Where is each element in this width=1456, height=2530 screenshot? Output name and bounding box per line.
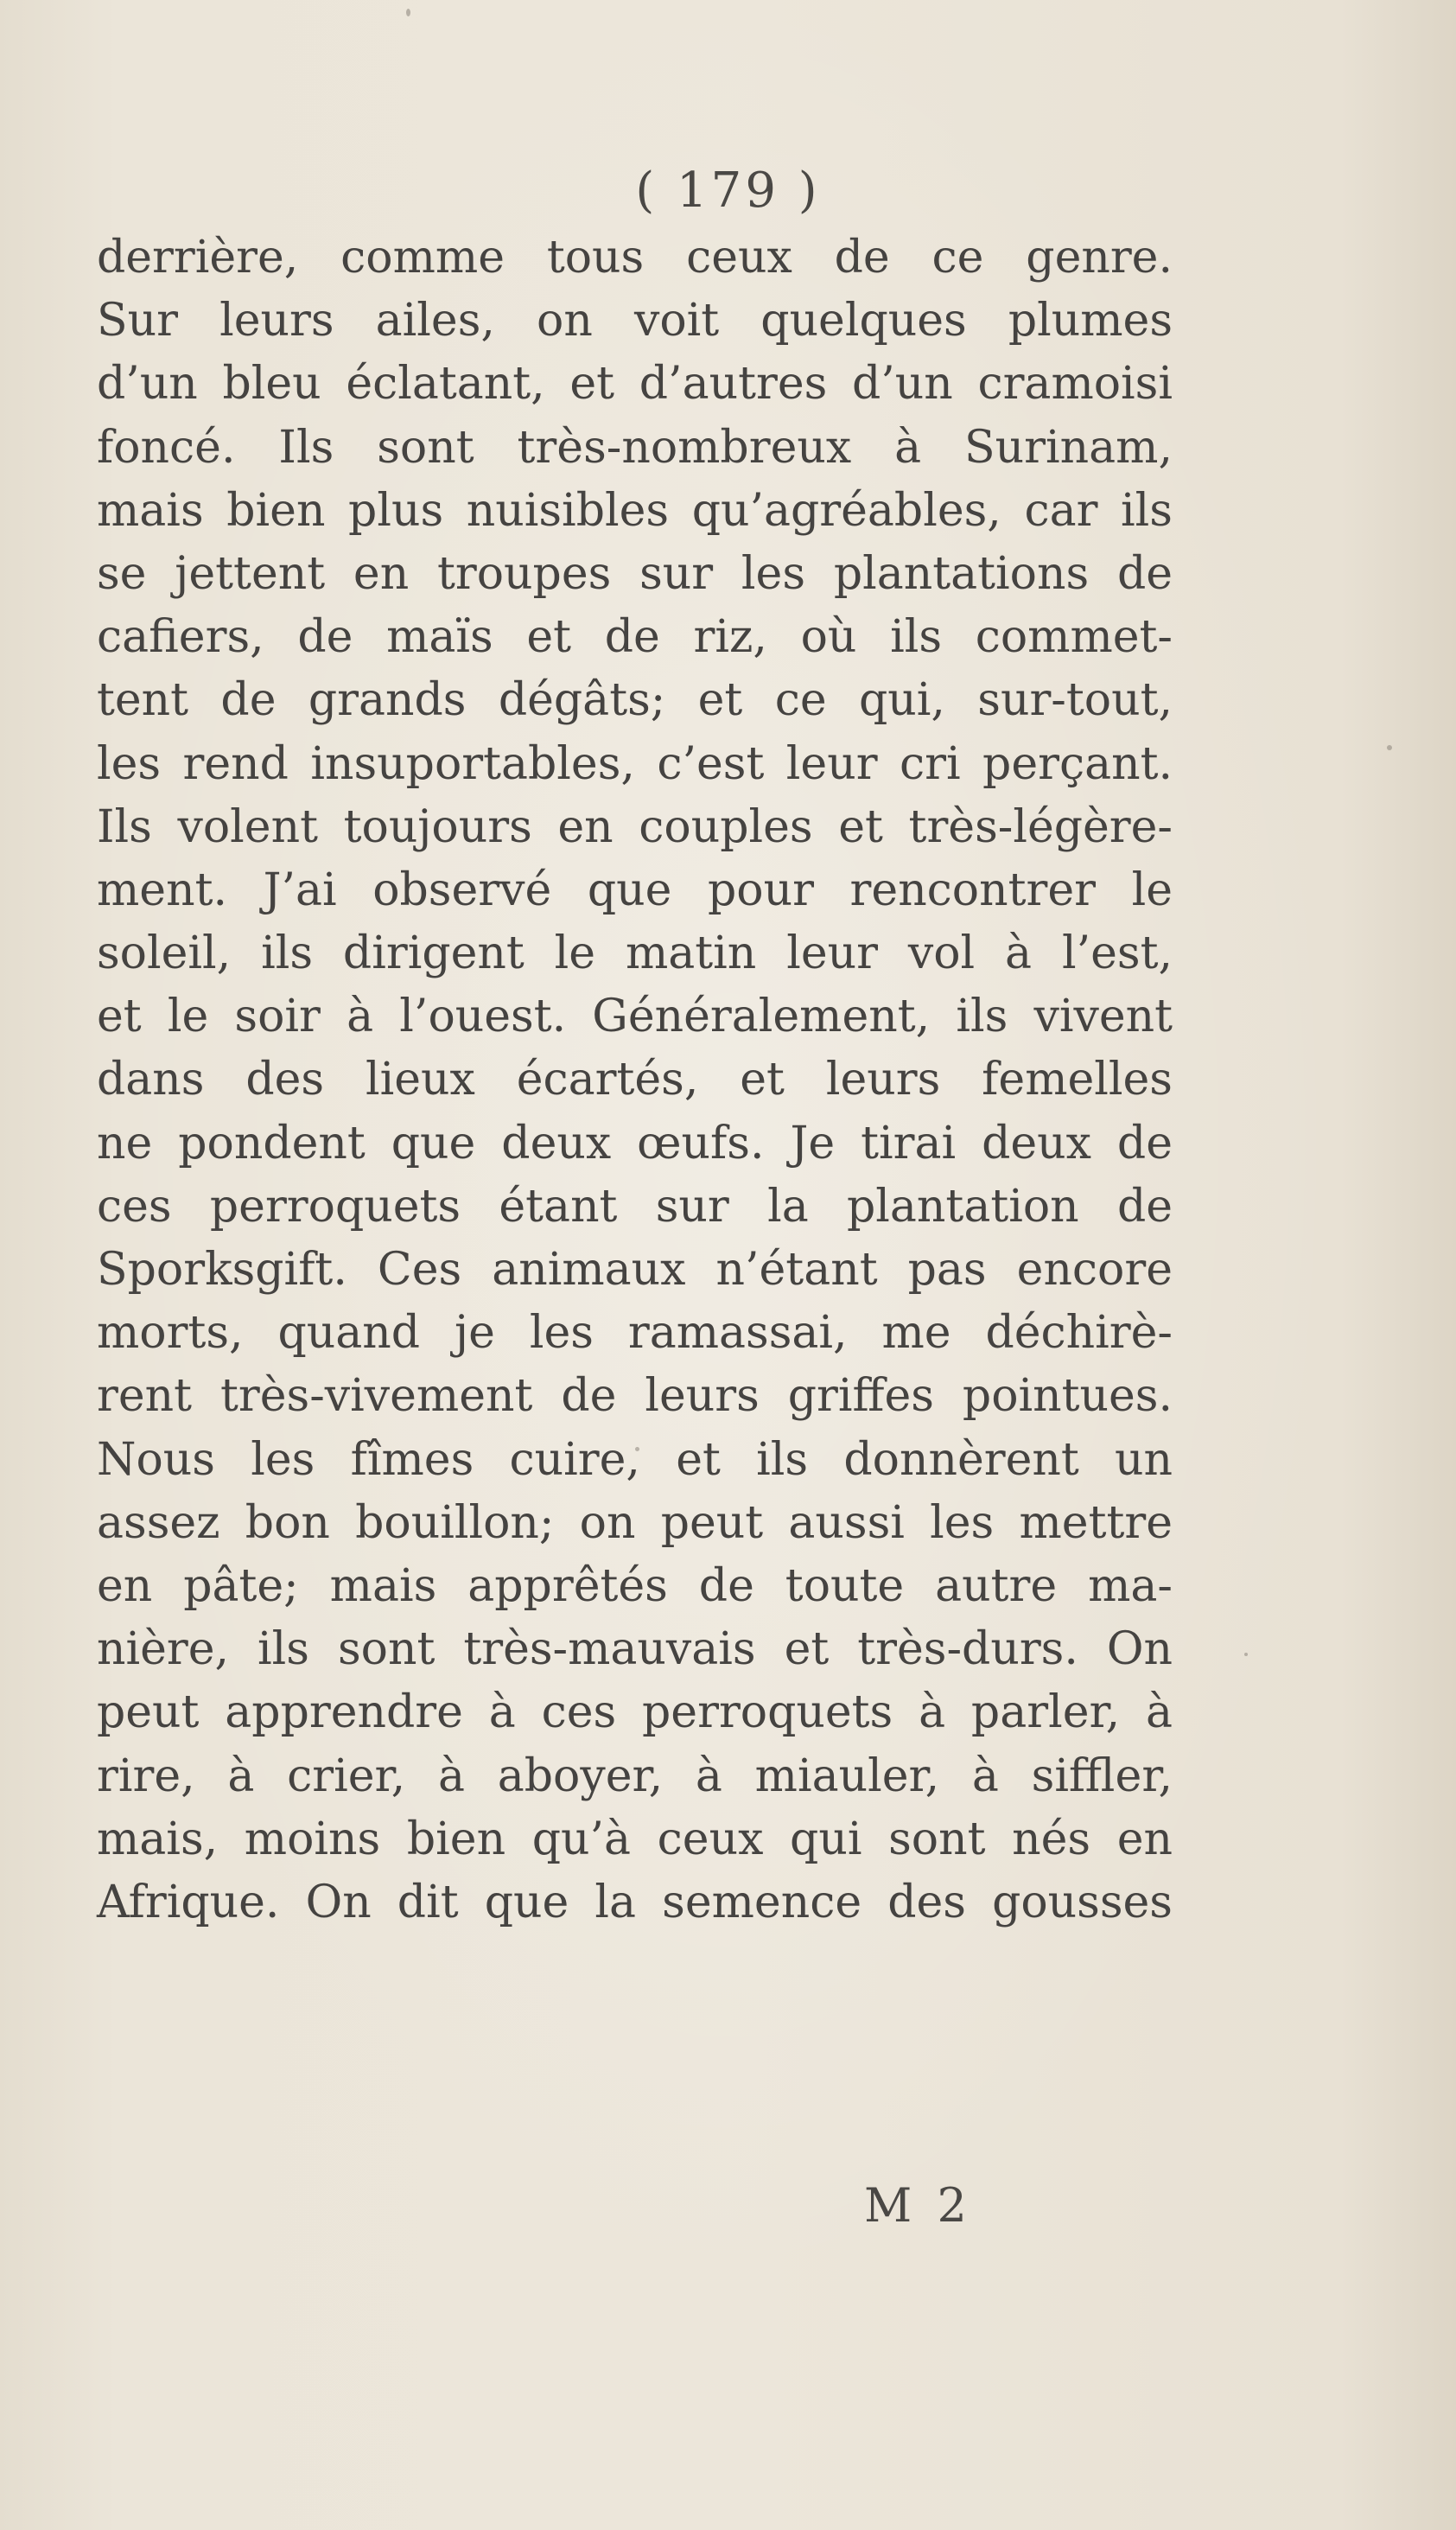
text-line: nière, ils sont très-mauvais et très-durs. On (97, 1623, 1173, 1676)
text-line: rent très-vivement de leurs griffes pointues. (97, 1370, 1173, 1423)
text-line: en pâte; mais apprêtés de toute autre ma- (97, 1559, 1173, 1612)
text-line: Afrique. On dit que la semence des gousses (97, 1876, 1173, 1928)
text-line: assez bon bouillon; on peut aussi les mettre (97, 1496, 1173, 1549)
text-line: mais bien plus nuisibles qu’agréables, car ils (97, 484, 1173, 537)
text-line: ment. J’ai observé que pour rencontrer le (97, 864, 1173, 916)
text-line: soleil, ils dirigent le matin leur vol à l’est, (97, 927, 1173, 980)
text-line: ces perroquets étant sur la plantation de (97, 1180, 1173, 1233)
text-line: tent de grands dégâts; et ce qui, sur-tout, (97, 674, 1173, 727)
text-line: d’un bleu éclatant, et d’autres d’un cramoisi (97, 358, 1173, 411)
text-line: et le soir à l’ouest. Généralement, ils vivent (97, 991, 1173, 1043)
page-number: ( 179 ) (635, 163, 821, 219)
text-line: morts, quand je les ramassai, me déchirè- (97, 1307, 1173, 1360)
signature-mark: M 2 (864, 2178, 972, 2233)
text-line: Nous les fîmes cuire, et ils donnèrent un (97, 1433, 1173, 1486)
text-line: derrière, comme tous ceux de ce genre. (97, 232, 1173, 284)
text-line: Sur leurs ailes, on voit quelques plumes (97, 295, 1173, 347)
paper-speck (1387, 745, 1392, 750)
text-line: les rend insuportables, c’est leur cri perçant. (97, 737, 1173, 790)
paper-speck (406, 9, 410, 16)
text-line: foncé. Ils sont très-nombreux à Surinam, (97, 421, 1173, 474)
text-line: cafiers, de maïs et de riz, où ils commet- (97, 611, 1173, 664)
text-line: Sporksgift. Ces animaux n’étant pas encore (97, 1244, 1173, 1296)
text-line: mais, moins bien qu’à ceux qui sont nés en (97, 1813, 1173, 1865)
text-line: rire, à crier, à aboyer, à miauler, à siffler, (97, 1749, 1173, 1802)
text-line: dans des lieux écartés, et leurs femelles (97, 1054, 1173, 1106)
text-line: peut apprendre à ces perroquets à parler, à (97, 1686, 1173, 1739)
text-line: ne pondent que deux œufs. Je tirai deux de (97, 1117, 1173, 1169)
text-line: Ils volent toujours en couples et très-légère- (97, 800, 1173, 853)
body-text (97, 226, 1173, 1934)
paper-speck (1244, 1653, 1248, 1656)
text-line: se jettent en troupes sur les plantations de (97, 547, 1173, 600)
